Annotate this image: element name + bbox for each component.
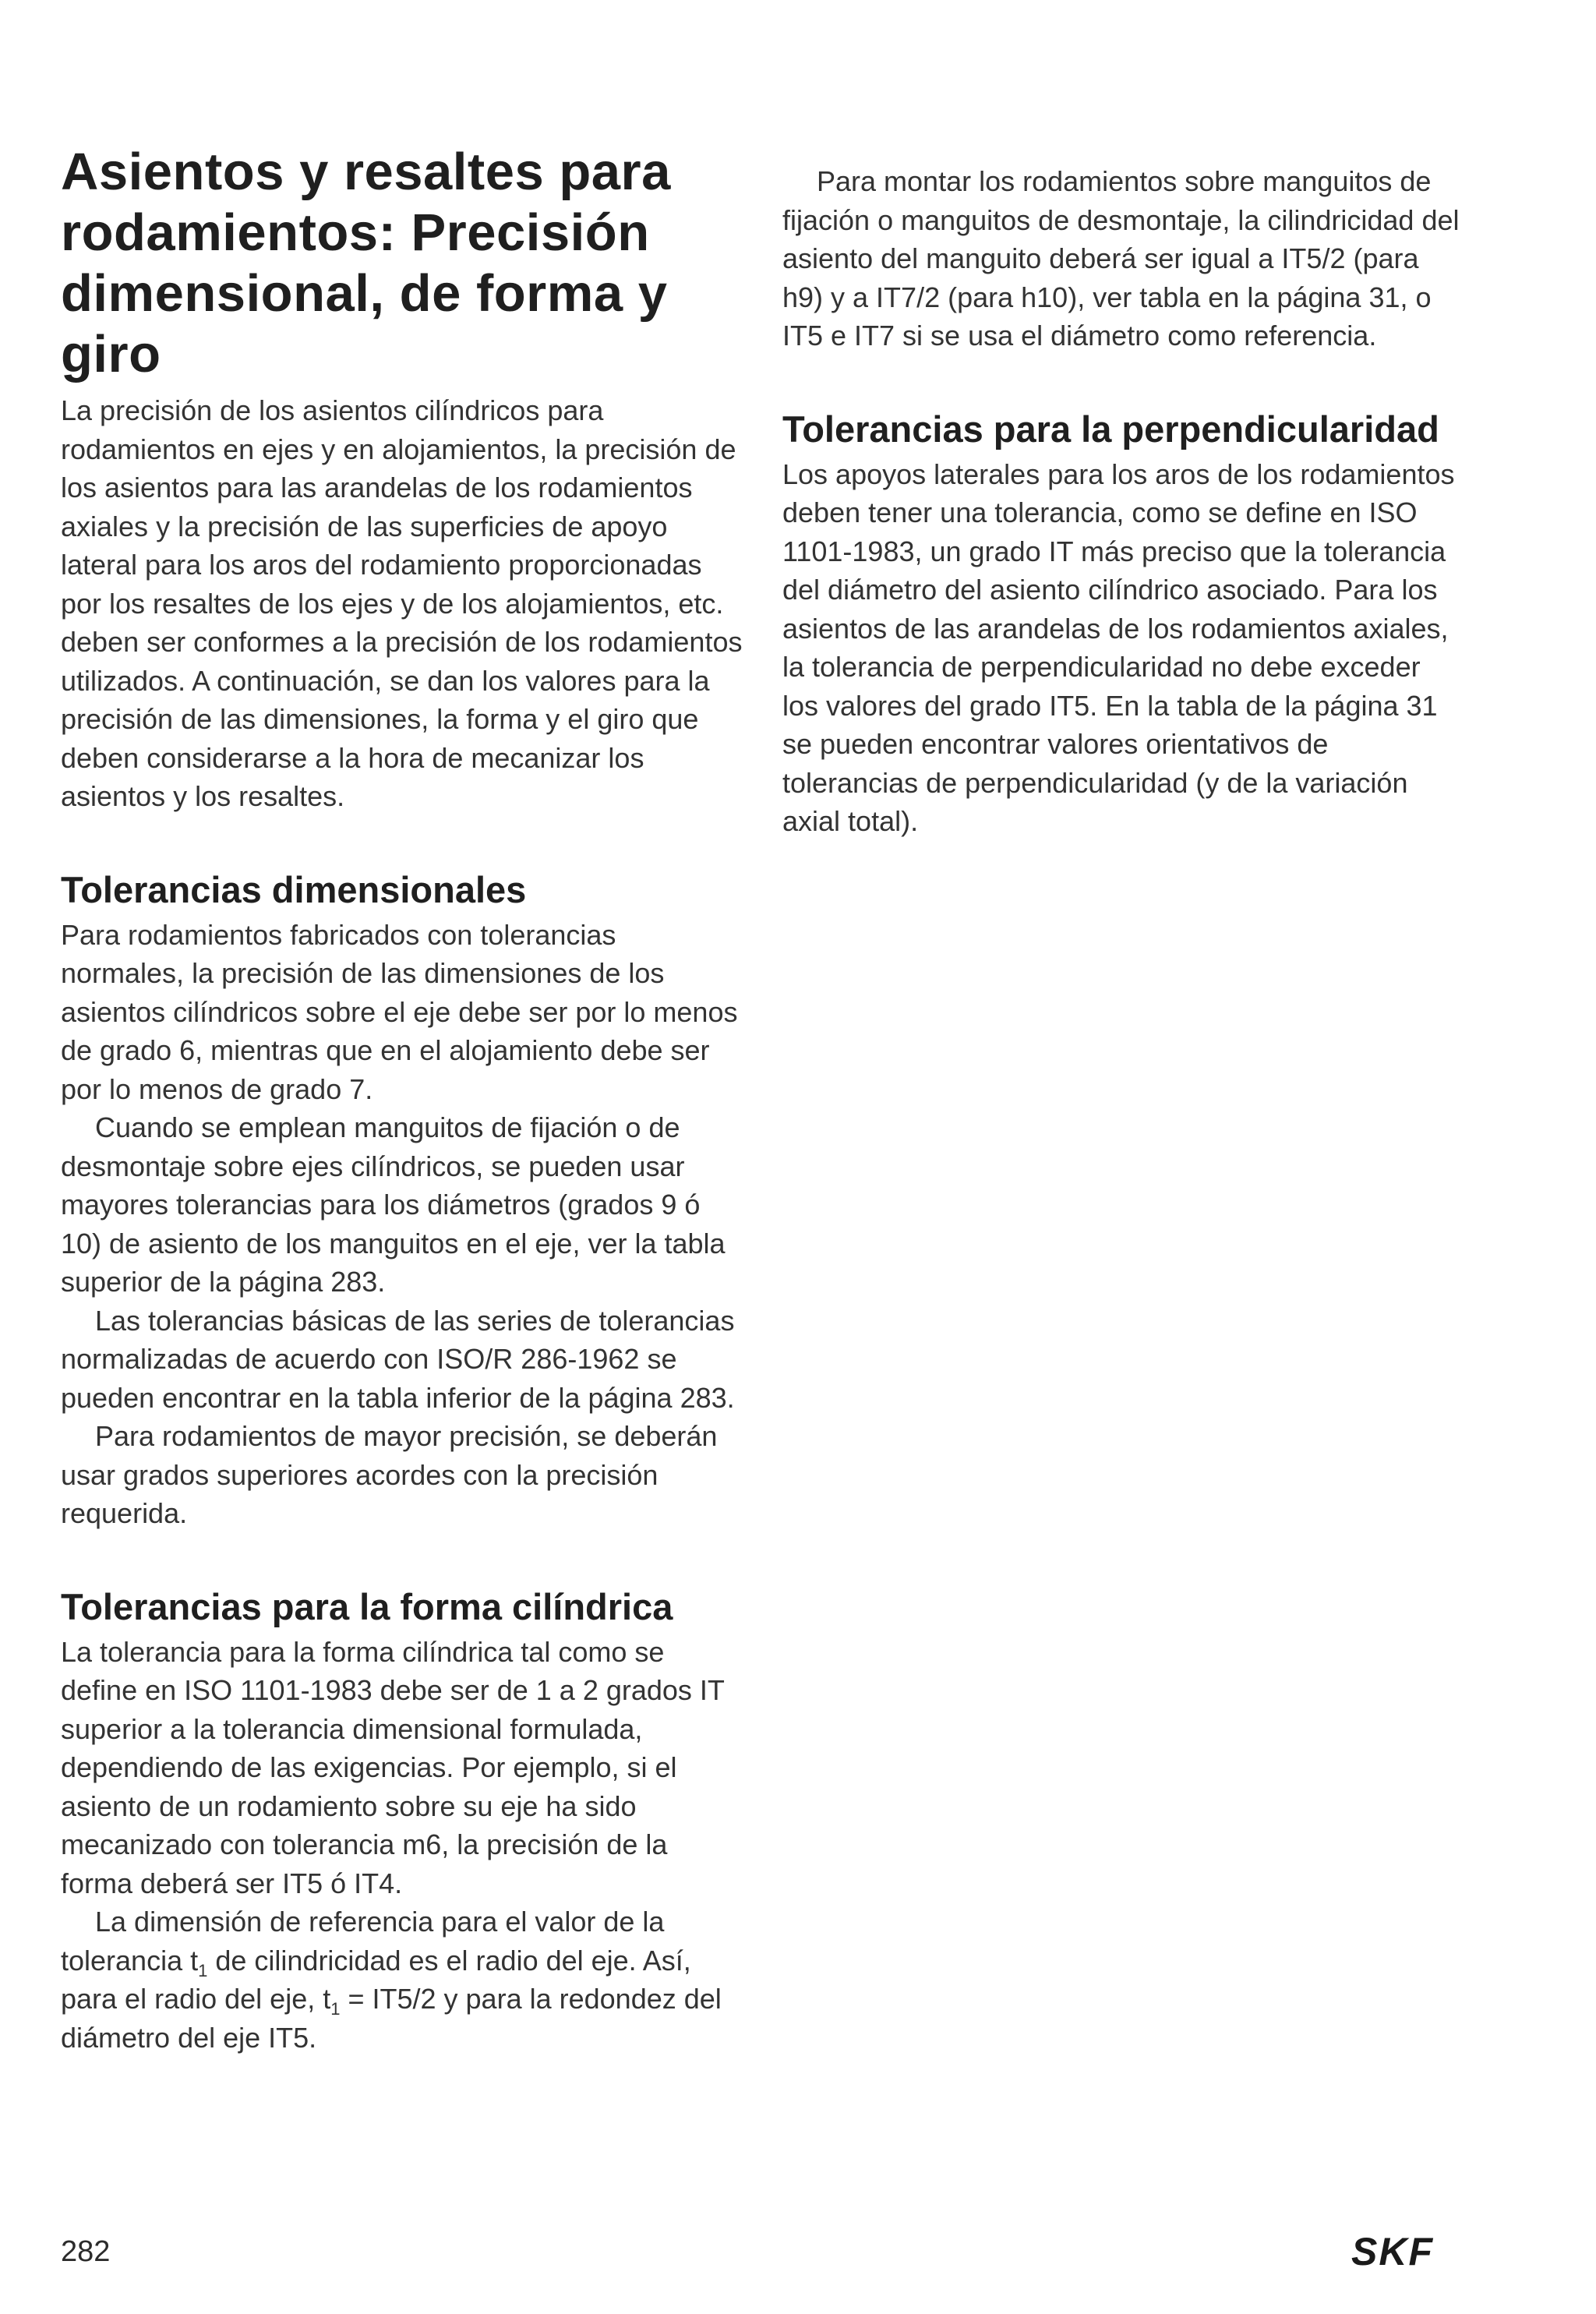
skf-logo-text: SKF xyxy=(1351,2231,1434,2271)
cylindrical-paragraph-2 xyxy=(61,1902,747,2057)
cylindrical-form-section xyxy=(61,1584,747,2058)
intro-paragraph: La precisión de los asientos cilíndricos para rodamientos en ejes y en alojamientos, la precisión de los asientos para las arandelas de los rodamientos axiales y la precisión de las superficies de apoyo lateral para los aros del rodamiento proporcionadas por los resaltes de los ejes y de los alojamientos, etc. deben ser conformes a la precisión de los rodamientos utilizados. A continuación, se dan los valores para la precisión de las dimensiones, la forma y el giro que deben considerarse a la hora de mecanizar los asientos y los resaltes. xyxy=(61,394,743,812)
left-column xyxy=(61,142,747,2108)
perpendicularity-heading: Tolerancias para la perpendicularidad xyxy=(782,408,1439,450)
perpendicularity-section xyxy=(782,407,1460,841)
dimensional-paragraph-3: Las tolerancias básicas de las series de tolerancias normalizadas de acuerdo con ISO/R 286-1962 se pueden encontrar en la tabla inferior de la página 283. xyxy=(61,1304,735,1414)
cylindrical-form-heading: Tolerancias para la forma cilíndrica xyxy=(61,1585,673,1627)
skf-logo xyxy=(1334,2231,1451,2271)
cylindrical-text-b: de cilindricidad es el radio del eje. Así, para el radio del eje, t xyxy=(61,1944,691,2015)
cylindrical-paragraph-1: La tolerancia para la forma cilíndrica tal como se define en ISO 1101-1983 debe ser de 1 a 2 grados IT superior a la tolerancia dimensional formulada, dependiendo de las exigencias. Por ejemplo, si el asiento de un rodamiento sobre su eje ha sido mecanizado con tolerancia m6, la precisión de la forma deberá ser IT5 ó IT4. xyxy=(61,1635,725,1899)
subscript-2: 1 xyxy=(330,1999,341,2019)
cylindrical-text-a: La dimensión de referencia para el valor de la tolerancia t xyxy=(61,1906,665,1977)
dimensional-tolerances-heading: Tolerancias dimensionales xyxy=(61,868,527,910)
sleeve-section xyxy=(782,162,1460,355)
page-title: Asientos y resaltes para rodamientos: Precisión dimensional, de forma y giro xyxy=(61,143,671,383)
dimensional-paragraph-4: Para rodamientos de mayor precisión, se deberán usar grados superiores acordes con la precisión requerida. xyxy=(61,1420,718,1529)
sleeve-paragraph: Para montar los rodamientos sobre manguitos de fijación o manguitos de desmontaje, la cilindricidad del asiento del manguito deberá ser igual a IT5/2 (para h9) y a IT7/2 (para h10), ver tabla en la página 31, o IT5 e IT7 si se usa el diámetro como referencia. xyxy=(782,165,1460,352)
right-column xyxy=(782,162,1460,892)
dimensional-paragraph-2: Cuando se emplean manguitos de fijación o de desmontaje sobre ejes cilíndricos, se pueden usar mayores tolerancias para los diámetros (grados 9 ó 10) de asiento de los manguitos en el eje, ver la tabla superior de la página 283. xyxy=(61,1111,726,1298)
dimensional-paragraph-1: Para rodamientos fabricados con tolerancias normales, la precisión de las dimensiones de los asientos cilíndricos sobre el eje debe ser por lo menos de grado 6, mientras que en el alojamiento debe ser por lo menos de grado 7. xyxy=(61,918,738,1105)
subscript-1: 1 xyxy=(198,1960,208,1980)
cylindrical-text-c: = IT5/2 y para la redondez del diámetro del eje IT5. xyxy=(61,1983,722,2054)
intro-section xyxy=(61,391,747,816)
perpendicularity-paragraph: Los apoyos laterales para los aros de los rodamientos deben tener una tolerancia, como se define en ISO 1101-1983, un grado IT más preciso que la tolerancia del diámetro del asiento cilíndrico asociado. Para los asientos de las arandelas de los rodamientos axiales, la tolerancia de perpendicularidad no debe exceder los valores del grado IT5. En la tabla de la página 31 se pueden encontrar valores orientativos de tolerancias de perpendicularidad (y de la variación axial total). xyxy=(782,458,1455,837)
page-number: 282 xyxy=(61,2235,111,2268)
dimensional-tolerances-section xyxy=(61,867,747,1533)
